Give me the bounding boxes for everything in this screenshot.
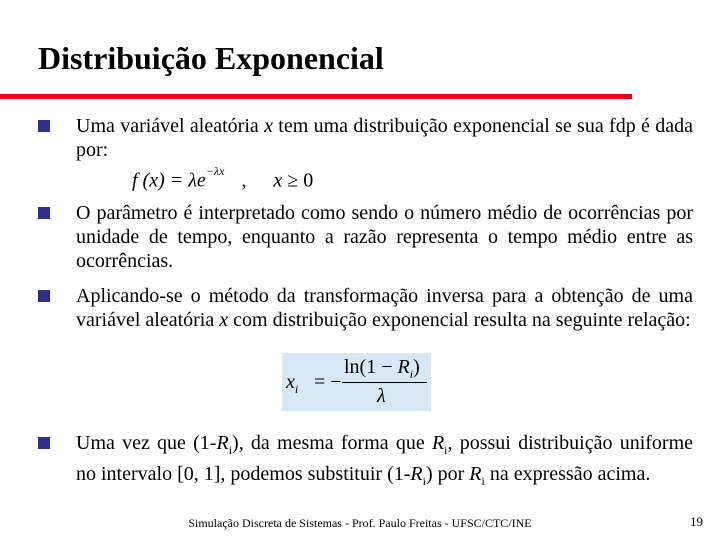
text-span: com distribuição exponencial resulta na seguinte relação: <box>228 309 691 331</box>
formula-e: e <box>196 169 206 192</box>
text-span: Aplicando-se o método da transformação inversa para a obtenção de uma variável aleatória <box>76 285 693 331</box>
formula-numerator <box>344 356 420 382</box>
var-r: R <box>469 463 482 485</box>
num-part: ) <box>413 356 420 378</box>
var-r: R <box>431 432 445 454</box>
page-number: 19 <box>690 514 703 529</box>
pdf-formula <box>132 164 314 196</box>
formula-condition-var: x <box>273 169 283 192</box>
page-title: Distribuição Exponencial <box>38 40 384 76</box>
title-divider <box>0 94 632 99</box>
formula-separator: , <box>241 169 247 192</box>
text-span: ) por <box>425 463 470 485</box>
formula-equals: = − <box>314 371 342 393</box>
text-span: , possui distribuição uniforme no intervalo [0, 1], podemos substituir (1- <box>76 432 694 485</box>
var-sub: i <box>422 474 426 488</box>
fraction-bar <box>342 382 427 383</box>
variable-x: x <box>219 309 229 331</box>
bullet-text-4 <box>76 431 693 493</box>
formula-denominator <box>377 385 386 408</box>
var-sub: i <box>481 474 485 488</box>
formula-lhs <box>286 371 298 397</box>
bullet-icon <box>38 290 50 302</box>
inverse-transform-formula <box>282 353 431 411</box>
formula-lambda: λ <box>188 169 197 192</box>
num-sub: i <box>409 367 414 381</box>
var-sub: i <box>444 443 448 457</box>
text-span: ), da mesma forma que <box>232 432 432 454</box>
variable-x: x <box>264 115 273 137</box>
text-span: Uma variável aleatória <box>76 115 265 137</box>
bullet-icon <box>38 207 50 219</box>
bullet-icon <box>38 120 50 132</box>
formula-exponent: −λx <box>205 164 225 178</box>
bullet-text-1 <box>76 114 693 162</box>
bullet-icon <box>38 437 50 449</box>
num-part: ln(1 − <box>344 356 398 378</box>
bullet-text-2: O parâmetro é interpretado como sendo o número médio de ocorrências por unidade de tempo, enquanto a razão representa o tempo médio entre as ocorrências. <box>76 202 693 272</box>
var-r: R <box>216 432 229 454</box>
formula-lhs-var: x <box>286 371 295 393</box>
text-span: tem uma distribuição exponencial se sua fdp é dada por: <box>76 115 693 161</box>
formula-lhs-sub: i <box>294 382 299 396</box>
text-span: na expressão acima. <box>484 463 651 485</box>
var-sub: i <box>228 443 233 457</box>
var-r: R <box>410 463 423 485</box>
formula-condition: ≥ 0 <box>282 169 314 192</box>
formula-lhs: f (x) = <box>132 169 189 192</box>
text-span: Uma vez que (1- <box>76 432 217 454</box>
num-r: R <box>397 356 410 378</box>
bullet-text-3 <box>76 284 693 332</box>
den-lambda: λ <box>377 385 386 407</box>
footer-text: Simulação Discreta de Sistemas - Prof. Paulo Freitas - UFSC/CTC/INE <box>188 516 532 530</box>
